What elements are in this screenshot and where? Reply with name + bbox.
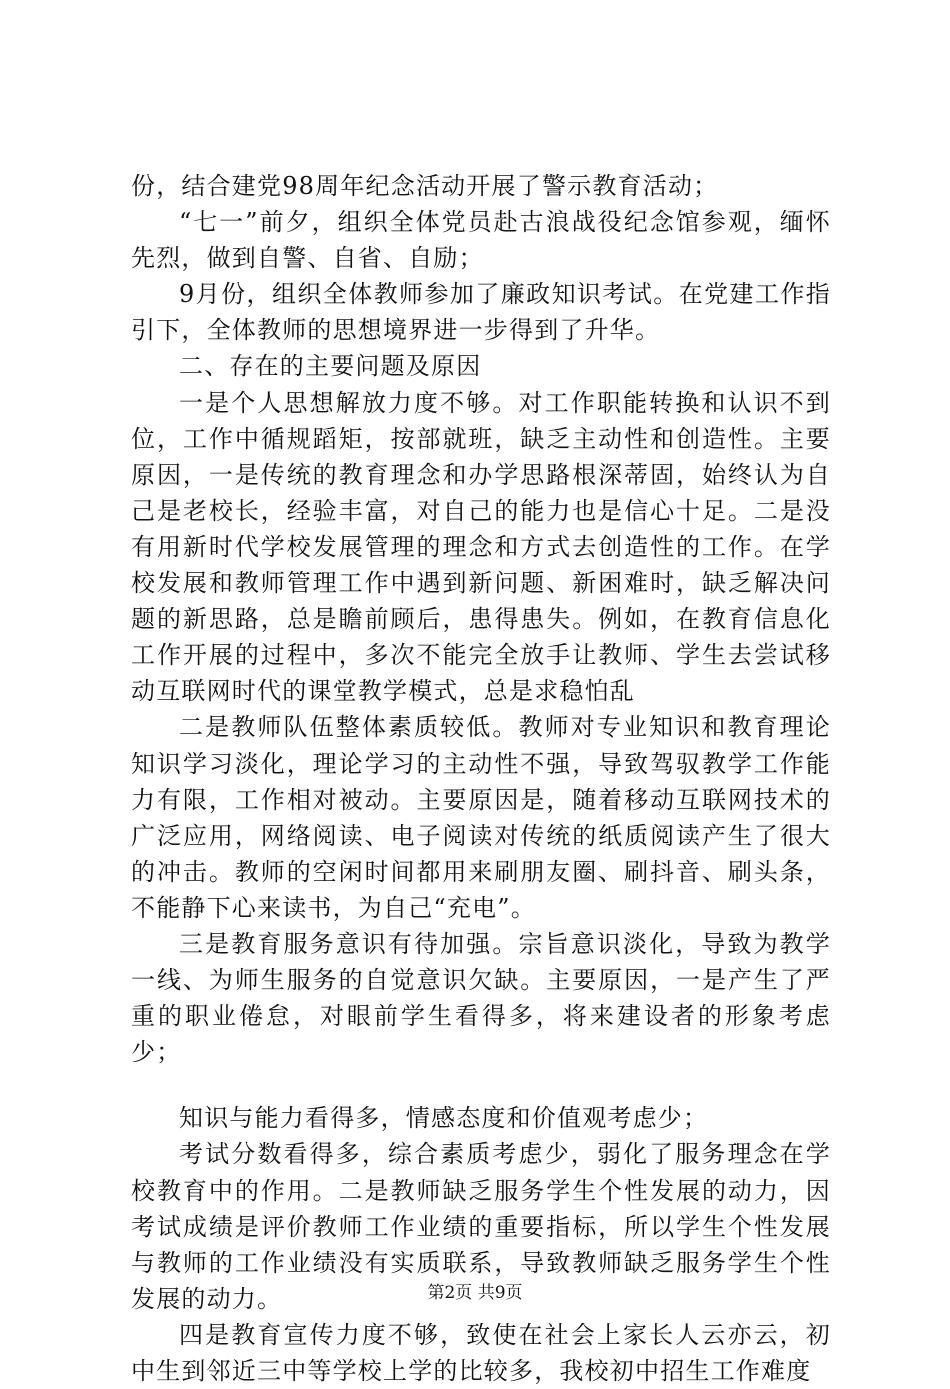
- paragraph-9: 考试分数看得多，综合素质考虑少，弱化了服务理念在学校教育中的作用。二是教师缺乏服务学生个性发展的动力，因考试成绩是评价教师工作业绩的重要指标，所以学生个性发展与教师的工作业绩没有实质联系，导致教师缺乏服务学生个性发展的动力。: [131, 1140, 831, 1313]
- paragraph-10: 四是教育宣传力度不够，致使在社会上家长人云亦云，初中生到邻近三中等学校上学的比较多，我校初中招生工作难度: [131, 1320, 831, 1385]
- paragraph-2: “七一”前夕，组织全体党员赴古浪战役纪念馆参观，缅怀先烈，做到自警、自省、自励；: [131, 208, 831, 273]
- paragraph-8: 知识与能力看得多，情感态度和价值观考虑少；: [179, 1104, 709, 1133]
- page-footer: 第2页 共9页: [427, 1283, 523, 1303]
- paragraph-7: 三是教育服务意识有待加强。宗旨意识淡化，导致为教学一线、为师生服务的自觉意识欠缺。主要原因，一是产生了严重的职业倦怠，对眼前学生看得多，将来建设者的形象考虑少；: [131, 929, 831, 1067]
- paragraph-6: 二是教师队伍整体素质较低。教师对专业知识和教育理论知识学习淡化，理论学习的主动性不强，导致驾驭教学工作能力有限，工作相对被动。主要原因是，随着移动互联网技术的广泛应用，网络阅读、电子阅读对传统的纸质阅读产生了很大的冲击。教师的空闲时间都用来刷朋友圈、刷抖音、刷头条，不能静下心来读书，为自己“充电”。: [131, 713, 831, 922]
- paragraph-3: 9月份，组织全体教师参加了廉政知识考试。在党建工作指引下，全体教师的思想境界进一步得到了升华。: [131, 280, 831, 345]
- paragraph-5: 一是个人思想解放力度不够。对工作职能转换和认识不到位，工作中循规蹈矩，按部就班，缺乏主动性和创造性。主要原因，一是传统的教育理念和办学思路根深蒂固，始终认为自己是老校长，经验丰富，对自己的能力也是信心十足。二是没有用新时代学校发展管理的理念和方式去创造性的工作。在学校发展和教师管理工作中遇到新问题、新困难时，缺乏解决问题的新思路，总是瞻前顾后，患得患失。例如，在教育信息化工作开展的过程中，多次不能完全放手让教师、学生去尝试移动互联网时代的课堂教学模式，总是求稳怕乱: [131, 388, 831, 706]
- document-body: [131, 168, 831, 1389]
- paragraph-1: 份，结合建党98周年纪念活动开展了警示教育活动；: [131, 172, 719, 200]
- section-heading: 二、存在的主要问题及原因: [179, 352, 482, 381]
